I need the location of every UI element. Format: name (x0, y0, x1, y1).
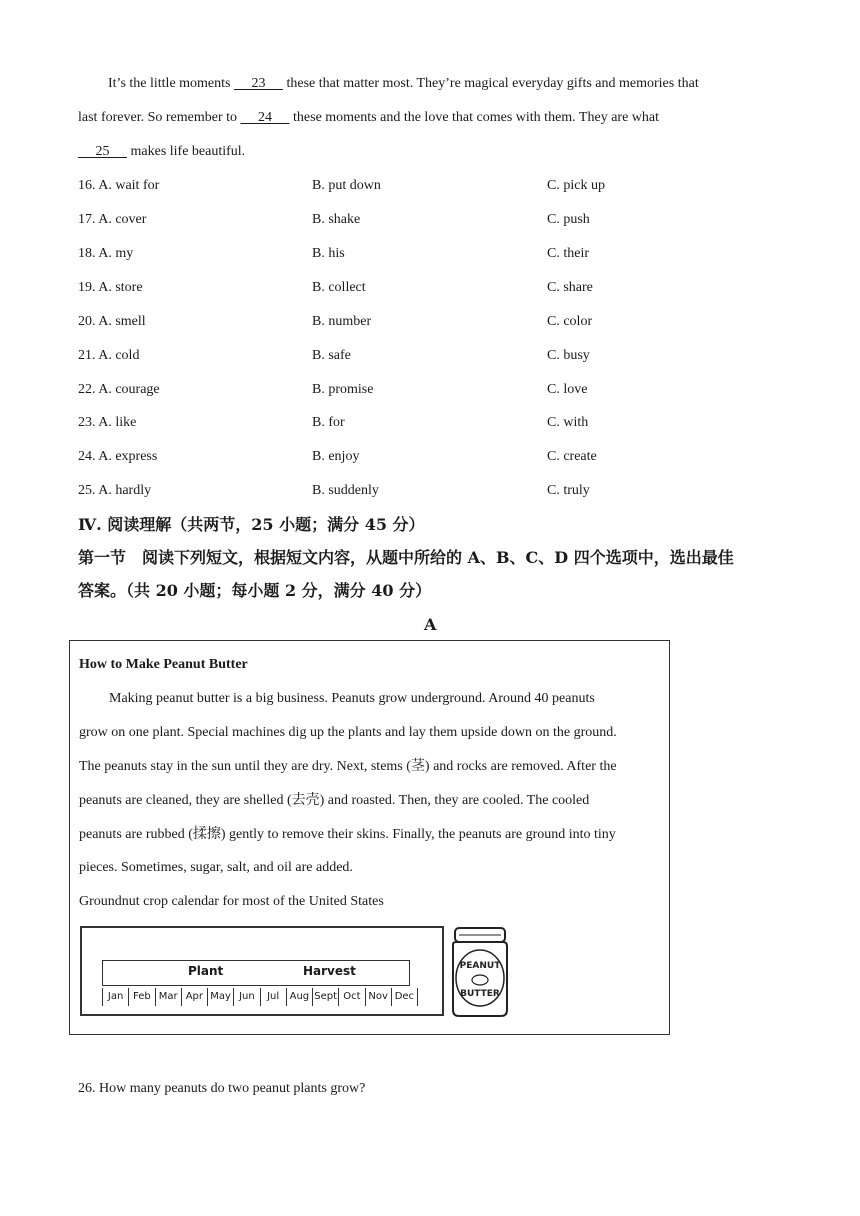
option-a: 21. A. cold (78, 348, 140, 363)
calendar-caption: Groundnut crop calendar for most of the United States (79, 894, 384, 909)
option-c: C. love (547, 382, 588, 397)
article-line-2: grow on one plant. Special machines dig up the plants and lay them upside down on the ground. (79, 725, 617, 740)
option-b: B. collect (312, 280, 366, 295)
month-jun: Jun (233, 988, 259, 1006)
question-row-21 (78, 346, 778, 366)
part1-instructions-line-2: 答案。（共 20 小题；每小题 2 分，满分 40 分） (78, 581, 432, 600)
question-row-24 (78, 447, 778, 467)
blank-24: 24 (258, 110, 273, 125)
option-b: B. for (312, 415, 345, 430)
month-dec: Dec (391, 988, 418, 1006)
option-b: B. promise (312, 382, 374, 397)
crop-calendar (80, 926, 444, 1016)
option-c: C. create (547, 449, 597, 464)
calendar-bar (102, 960, 410, 986)
question-row-17 (78, 210, 778, 230)
section-title: Ⅳ. 阅读理解（共两节，25 小题；满分 45 分） (78, 515, 425, 534)
month-jan: Jan (102, 988, 128, 1006)
month-feb: Feb (128, 988, 154, 1006)
option-b: B. number (312, 314, 372, 329)
article-line-1: Making peanut butter is a big business. Peanuts grow underground. Around 40 peanuts (109, 691, 595, 706)
month-oct: Oct (338, 988, 364, 1006)
month-jul: Jul (260, 988, 286, 1006)
option-a: 19. A. store (78, 280, 143, 295)
question-row-23 (78, 413, 778, 433)
part1-instructions-line-1: 第一节 阅读下列短文，根据短文内容，从题中所给的 A、B、C、D 四个选项中，选出最佳 (78, 548, 734, 567)
month-mar: Mar (155, 988, 181, 1006)
option-c: C. busy (547, 348, 590, 363)
option-a: 24. A. express (78, 449, 158, 464)
month-sept: Sept (312, 988, 338, 1006)
option-a: 20. A. smell (78, 314, 146, 329)
article-line-5: peanuts are rubbed (揉擦) gently to remove their skins. Finally, the peanuts are ground into tiny (79, 827, 616, 842)
article-title: How to Make Peanut Butter (79, 657, 248, 672)
option-a: 22. A. courage (78, 382, 160, 397)
option-b: B. shake (312, 212, 361, 227)
option-c: C. push (547, 212, 590, 227)
question-row-22 (78, 380, 778, 400)
article-line-3: The peanuts stay in the sun until they are dry. Next, stems (茎) and rocks are removed. After the (79, 759, 617, 774)
option-a: 23. A. like (78, 415, 137, 430)
question-row-25 (78, 481, 778, 501)
option-c: C. pick up (547, 178, 605, 193)
question-26: 26. How many peanuts do two peanut plants grow? (78, 1081, 366, 1096)
option-b: B. suddenly (312, 483, 379, 498)
option-c: C. color (547, 314, 593, 329)
blank-25: 25 (95, 144, 110, 159)
month-aug: Aug (286, 988, 312, 1006)
peanut-butter-jar-icon (449, 926, 511, 1018)
option-a: 16. A. wait for (78, 178, 160, 193)
month-apr: Apr (181, 988, 207, 1006)
option-b: B. enjoy (312, 449, 360, 464)
option-b: B. safe (312, 348, 351, 363)
svg-text:PEANUT: PEANUT (459, 961, 501, 971)
option-c: C. their (547, 246, 589, 261)
passage-line-1: It’s the little moments 23 these that matter most. They’re magical everyday gifts and memories that (108, 74, 699, 94)
harvest-label: Harvest (303, 964, 356, 978)
passage-line-2: last forever. So remember to 24 these moments and the love that comes with them. They are what (78, 108, 659, 128)
option-c: C. share (547, 280, 593, 295)
question-row-18 (78, 244, 778, 264)
option-a: 25. A. hardly (78, 483, 152, 498)
month-may: May (207, 988, 233, 1006)
option-a: 17. A. cover (78, 212, 147, 227)
calendar-months (102, 988, 418, 1006)
plant-label: Plant (188, 964, 224, 978)
article-line-4: peanuts are cleaned, they are shelled (去壳) and roasted. Then, they are cooled. The cooled (79, 793, 590, 808)
svg-text:BUTTER: BUTTER (460, 989, 500, 999)
option-a: 18. A. my (78, 246, 134, 261)
question-row-16 (78, 176, 778, 196)
option-c: C. truly (547, 483, 590, 498)
option-b: B. put down (312, 178, 381, 193)
question-row-19 (78, 278, 778, 298)
question-row-20 (78, 312, 778, 332)
option-c: C. with (547, 415, 589, 430)
month-nov: Nov (365, 988, 391, 1006)
passage-line-3: 25 makes life beautiful. (78, 142, 245, 162)
option-b: B. his (312, 246, 345, 261)
article-line-6: pieces. Sometimes, sugar, salt, and oil are added. (79, 860, 353, 875)
passage-letter: A (424, 615, 437, 634)
blank-23: 23 (251, 76, 266, 91)
